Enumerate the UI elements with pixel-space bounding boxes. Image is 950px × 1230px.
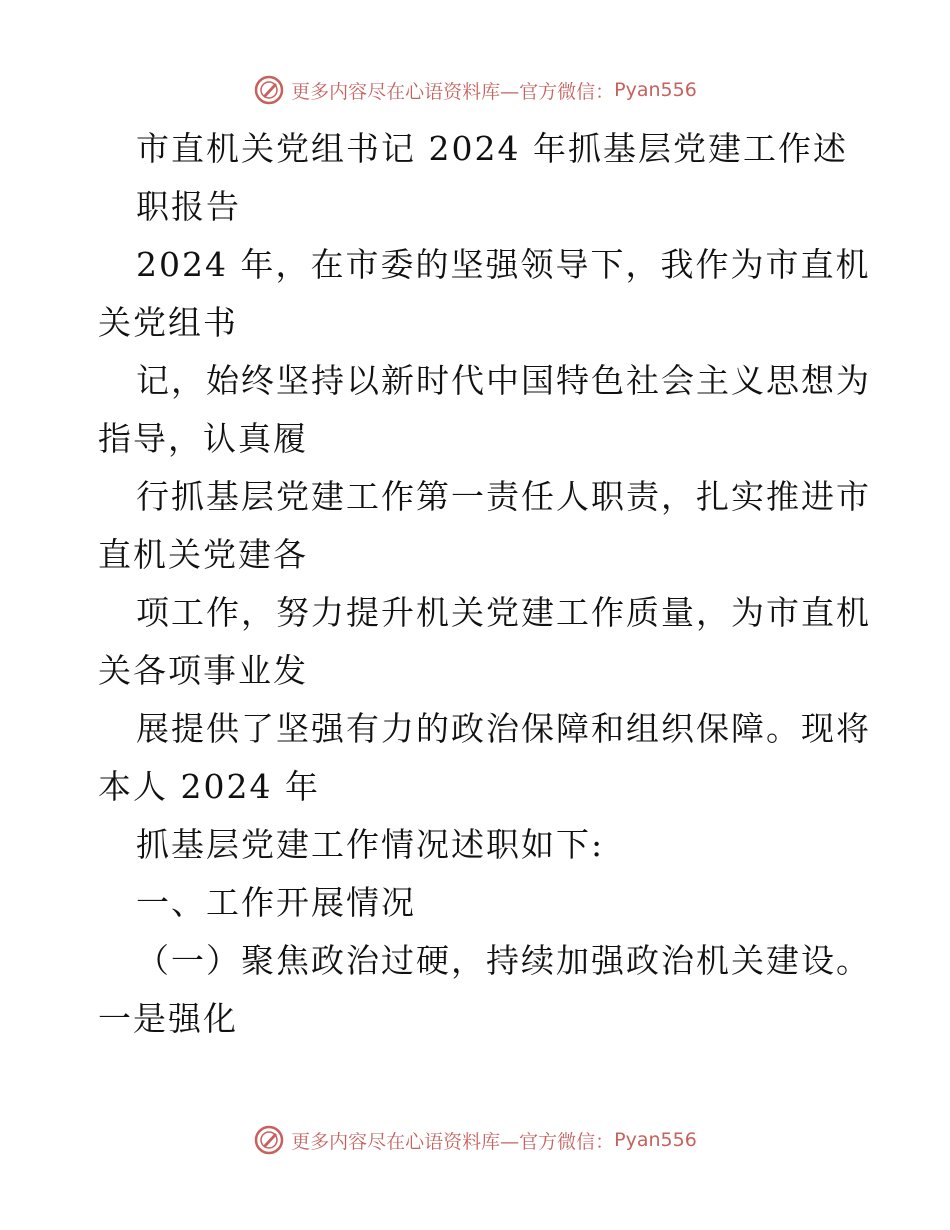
paragraph-line: 抓基层党建工作情况述职如下: bbox=[136, 825, 605, 864]
subsection-heading: （一）聚焦政治过硬，持续加强政治机关建设。 bbox=[136, 941, 871, 980]
paragraph-line: 关党组书 bbox=[98, 303, 238, 342]
watermark-text: 更多内容尽在心语资料库—官方微信： bbox=[291, 1130, 615, 1153]
pen-seal-icon bbox=[253, 1124, 285, 1156]
section-heading: 一、工作开展情况 bbox=[136, 883, 416, 922]
paragraph-line: 2024 年，在市委的坚强领导下，我作为市直机 bbox=[136, 245, 871, 284]
document-body bbox=[98, 120, 871, 1048]
title-line-2: 职报告 bbox=[136, 187, 241, 226]
paragraph-line: 展提供了坚强有力的政治保障和组织保障。现将 bbox=[136, 709, 871, 748]
footer-watermark bbox=[0, 1120, 950, 1160]
paragraph-line: 本人 2024 年 bbox=[98, 767, 320, 806]
paragraph-line: 项工作，努力提升机关党建工作质量，为市直机 bbox=[136, 593, 871, 632]
paragraph-line: 直机关党建各 bbox=[98, 535, 308, 574]
paragraph-line: 指导，认真履 bbox=[98, 419, 308, 458]
paragraph-line: 关各项事业发 bbox=[98, 651, 308, 690]
watermark-wechat-id: Pyan556 bbox=[614, 79, 697, 101]
paragraph-line: 一是强化 bbox=[98, 999, 238, 1038]
paragraph-line: 行抓基层党建工作第一责任人职责，扎实推进市 bbox=[136, 477, 871, 516]
title-line-1: 市直机关党组书记 2024 年抓基层党建工作述 bbox=[136, 129, 848, 168]
pen-seal-icon bbox=[253, 74, 285, 106]
watermark-wechat-id: Pyan556 bbox=[614, 1129, 697, 1151]
watermark-text: 更多内容尽在心语资料库—官方微信： bbox=[291, 80, 615, 103]
paragraph-line: 记，始终坚持以新时代中国特色社会主义思想为 bbox=[136, 361, 871, 400]
header-watermark bbox=[0, 70, 950, 110]
